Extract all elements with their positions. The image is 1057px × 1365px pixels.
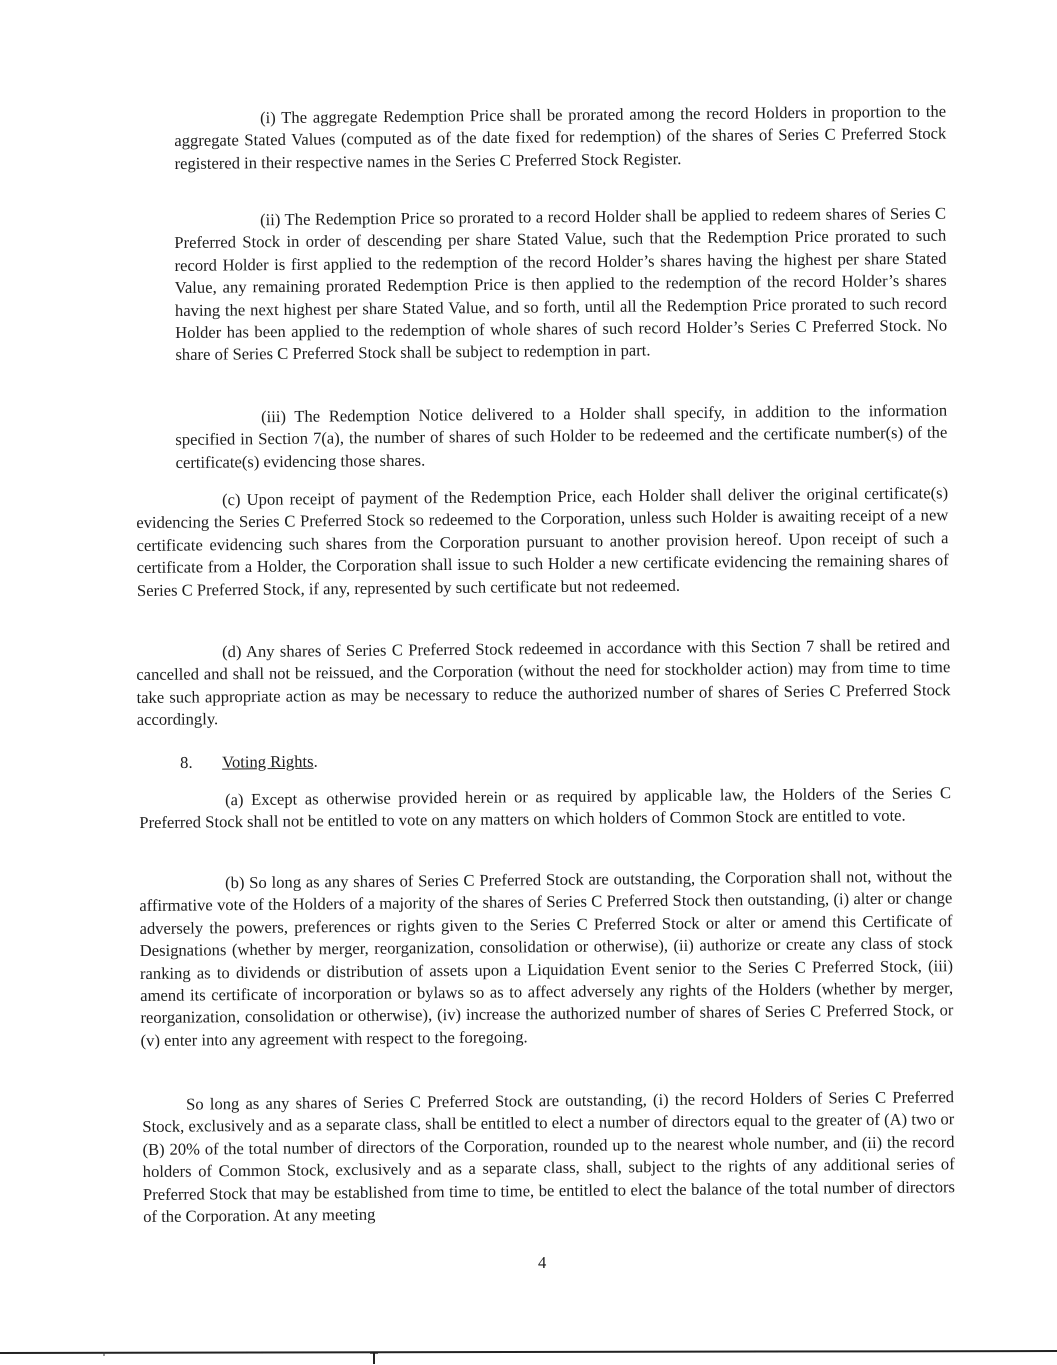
paragraph-director-election: So long as any shares of Series C Preferred Stock are outstanding, (i) the record Holders of Series C Preferred Stock, exclusively and as a separate class, shall be entitled to elect a number of directors equal to the greater of (A) two or (B) 20% of the total number of directors of the Corporation, rounded up to the nearest whole number, and (ii) the record holders of Common Stock, exclusively and as a separate class, shall, subject to the rights of any additional series of Preferred Stock that may be established from time to time, be entitled to elect the balance of the total number of directors of the Corporation. At any meeting <box>142 1087 956 1227</box>
section-heading-voting-rights <box>180 751 318 775</box>
paragraph-retired-shares: (d) Any shares of Series C Preferred Stock redeemed in accordance with this Section 7 shall be retired and cancelled and shall not be reissued, and the Corporation (without the need for stockholder action) may from time to time take such appropriate action as may be necessary to reduce the authorized number of shares of Series C Preferred Stock accordingly. <box>136 635 951 730</box>
scan-bottom-rule <box>0 1349 1057 1365</box>
paragraph-redemption-notice: (iii) The Redemption Notice delivered to a Holder shall specify, in addition to the information specified in Section 7(a), the number of shares of such Holder to be redeemed and the certificate number(s) of the certificate(s) evidencing those shares. <box>175 400 948 472</box>
paragraph-redemption-proration: (i) The aggregate Redemption Price shall be prorated among the record Holders in proportion to the aggregate Stated Values (computed as of the date fixed for redemption) of the shares of Series C Preferred Stock registered in their respective names in the Series C Preferred Stock Register. <box>174 101 947 173</box>
paragraph-protective-provisions: (b) So long as any shares of Series C Preferred Stock are outstanding, the Corporation shall not, without the affirmative vote of the Holders of a majority of the shares of Series C Preferred Stock then outstanding, (i) alter or change adversely the powers, preferences or rights given to the Series C Preferred Stock or alter or amend this Certificate of Designations (whether by merger, reorganization, consolidation or otherwise), (ii) authorize or create any class of stock ranking as to dividends or distribution of assets upon a Liquidation Event senior to the Series C Preferred Stock, (iii) amend its certificate of incorporation or bylaws so as to affect adversely any rights of the Holders (whether by merger, reorganization, consolidation or otherwise), (iv) increase the authorized number of shares of Series C Preferred Stock, or (v) enter into any agreement with respect to the foregoing. <box>139 866 954 1050</box>
page-number: 4 <box>538 1253 547 1272</box>
heading-period: . <box>313 751 318 771</box>
paragraph-voting-exception: (a) Except as otherwise provided herein or as required by applicable law, the Holders of the Series C Preferred Stock shall not be entitled to vote on any matters on which holders of Common Stock are entitled to vote. <box>139 783 952 833</box>
paragraph-redemption-application: (ii) The Redemption Price so prorated to a record Holder shall be applied to redeem shares of Series C Preferred Stock in order of descending per share Stated Value, such that the Redemption Price prorated to such record Holder is first applied to the redemption of the record Holder’s shares having the highest per share Stated Value, any remaining prorated Redemption Price is then applied to the redemption of the record Holder’s shares having the next highest per share Stated Value, and so forth, until all the Redemption Price prorated to such record Holder has been applied to the redemption of whole shares of such record Holder’s Series C Preferred Stock. No share of Series C Preferred Stock shall be subject to redemption in part. <box>174 203 948 365</box>
section-number: 8. <box>180 752 193 772</box>
paragraph-certificate-delivery: (c) Upon receipt of payment of the Redemption Price, each Holder shall deliver the original certificate(s) evidencing the Series C Preferred Stock so redeemed to the Corporation, unless such Holder is awaiting receipt of a new certificate evidencing such shares from the Corporation pursuant to another provision hereof. Upon receipt of such a certificate from a Holder, the Corporation shall issue to such Holder a new certificate evidencing the remaining shares of Series C Preferred Stock, if any, represented by such certificate but not redeemed. <box>136 483 949 600</box>
section-title: Voting Rights <box>222 751 314 772</box>
